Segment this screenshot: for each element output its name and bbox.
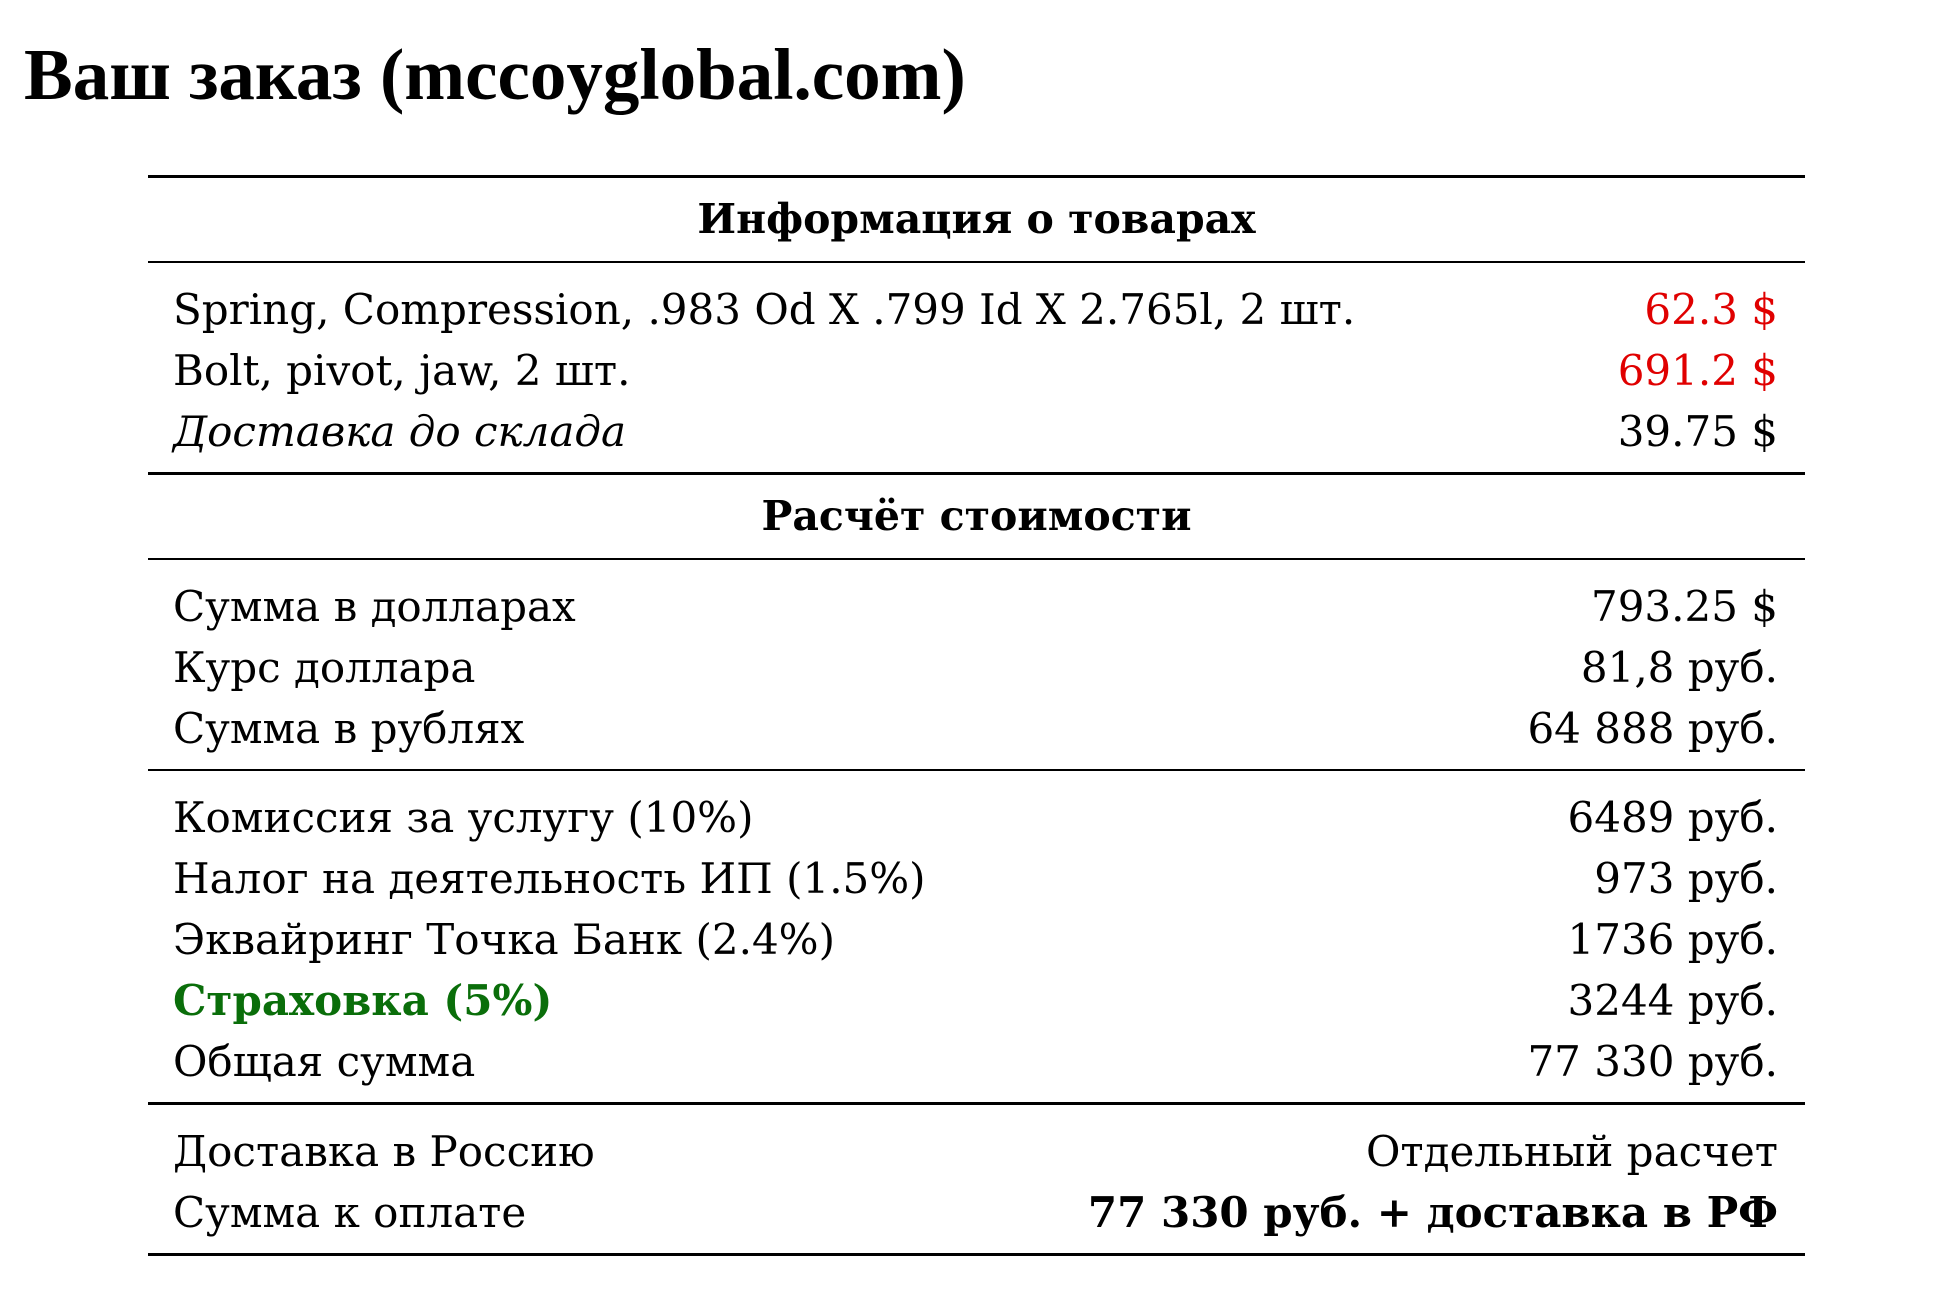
row-value: 793.25 $ [1590, 582, 1778, 631]
subtotal-row [148, 1031, 1805, 1092]
product-row [148, 340, 1805, 401]
service-fee-row [148, 787, 1805, 848]
product-name: Spring, Compression, .983 Od X .799 Id X 2.765l, 2 шт. [173, 285, 1356, 334]
row-value: Отдельный расчет [1365, 1127, 1778, 1176]
row-label: Общая сумма [173, 1037, 476, 1086]
order-summary-table [148, 175, 1805, 1256]
fees-list [148, 771, 1805, 1102]
total-usd-row [148, 576, 1805, 637]
row-label: Сумма в рублях [173, 704, 525, 753]
calculation-section-title: Расчёт стоимости [761, 492, 1192, 540]
row-value: 81,8 руб. [1580, 643, 1778, 692]
final-list [148, 1105, 1805, 1253]
total-rub-row [148, 698, 1805, 759]
row-label: Сумма в долларах [173, 582, 576, 631]
product-row [148, 279, 1805, 340]
row-value: 3244 руб. [1567, 976, 1778, 1025]
row-label: Налог на деятельность ИП (1.5%) [173, 854, 926, 903]
row-value: 64 888 руб. [1527, 704, 1778, 753]
row-value: 973 руб. [1594, 854, 1778, 903]
amount-due-value: 77 330 руб. + доставка в РФ [1087, 1188, 1778, 1237]
tax-row [148, 848, 1805, 909]
insurance-label: Страховка (5%) [173, 976, 553, 1025]
row-value: 77 330 руб. [1527, 1037, 1778, 1086]
product-price: 691.2 $ [1617, 346, 1778, 395]
row-label: Сумма к оплате [173, 1188, 527, 1237]
row-value: 1736 руб. [1567, 915, 1778, 964]
page-title: Ваш заказ (mccoyglobal.com) [24, 34, 966, 115]
row-value: 6489 руб. [1567, 793, 1778, 842]
acquiring-row [148, 909, 1805, 970]
russia-shipping-row [148, 1121, 1805, 1182]
table-bottom-rule [148, 1253, 1805, 1256]
row-label: Доставка в Россию [173, 1127, 595, 1176]
row-label: Курс доллара [173, 643, 476, 692]
exchange-rate-row [148, 637, 1805, 698]
conversion-list [148, 560, 1805, 769]
product-price: 62.3 $ [1644, 285, 1778, 334]
products-list [148, 263, 1805, 472]
product-name: Bolt, pivot, jaw, 2 шт. [173, 346, 631, 395]
warehouse-shipping-value: 39.75 $ [1617, 407, 1778, 456]
products-section-title: Информация о товарах [697, 195, 1256, 243]
warehouse-shipping-label: Доставка до склада [173, 407, 627, 456]
row-label: Комиссия за услугу (10%) [173, 793, 754, 842]
amount-due-row [148, 1182, 1805, 1243]
row-label: Эквайринг Точка Банк (2.4%) [173, 915, 835, 964]
warehouse-shipping-row [148, 401, 1805, 462]
insurance-row [148, 970, 1805, 1031]
